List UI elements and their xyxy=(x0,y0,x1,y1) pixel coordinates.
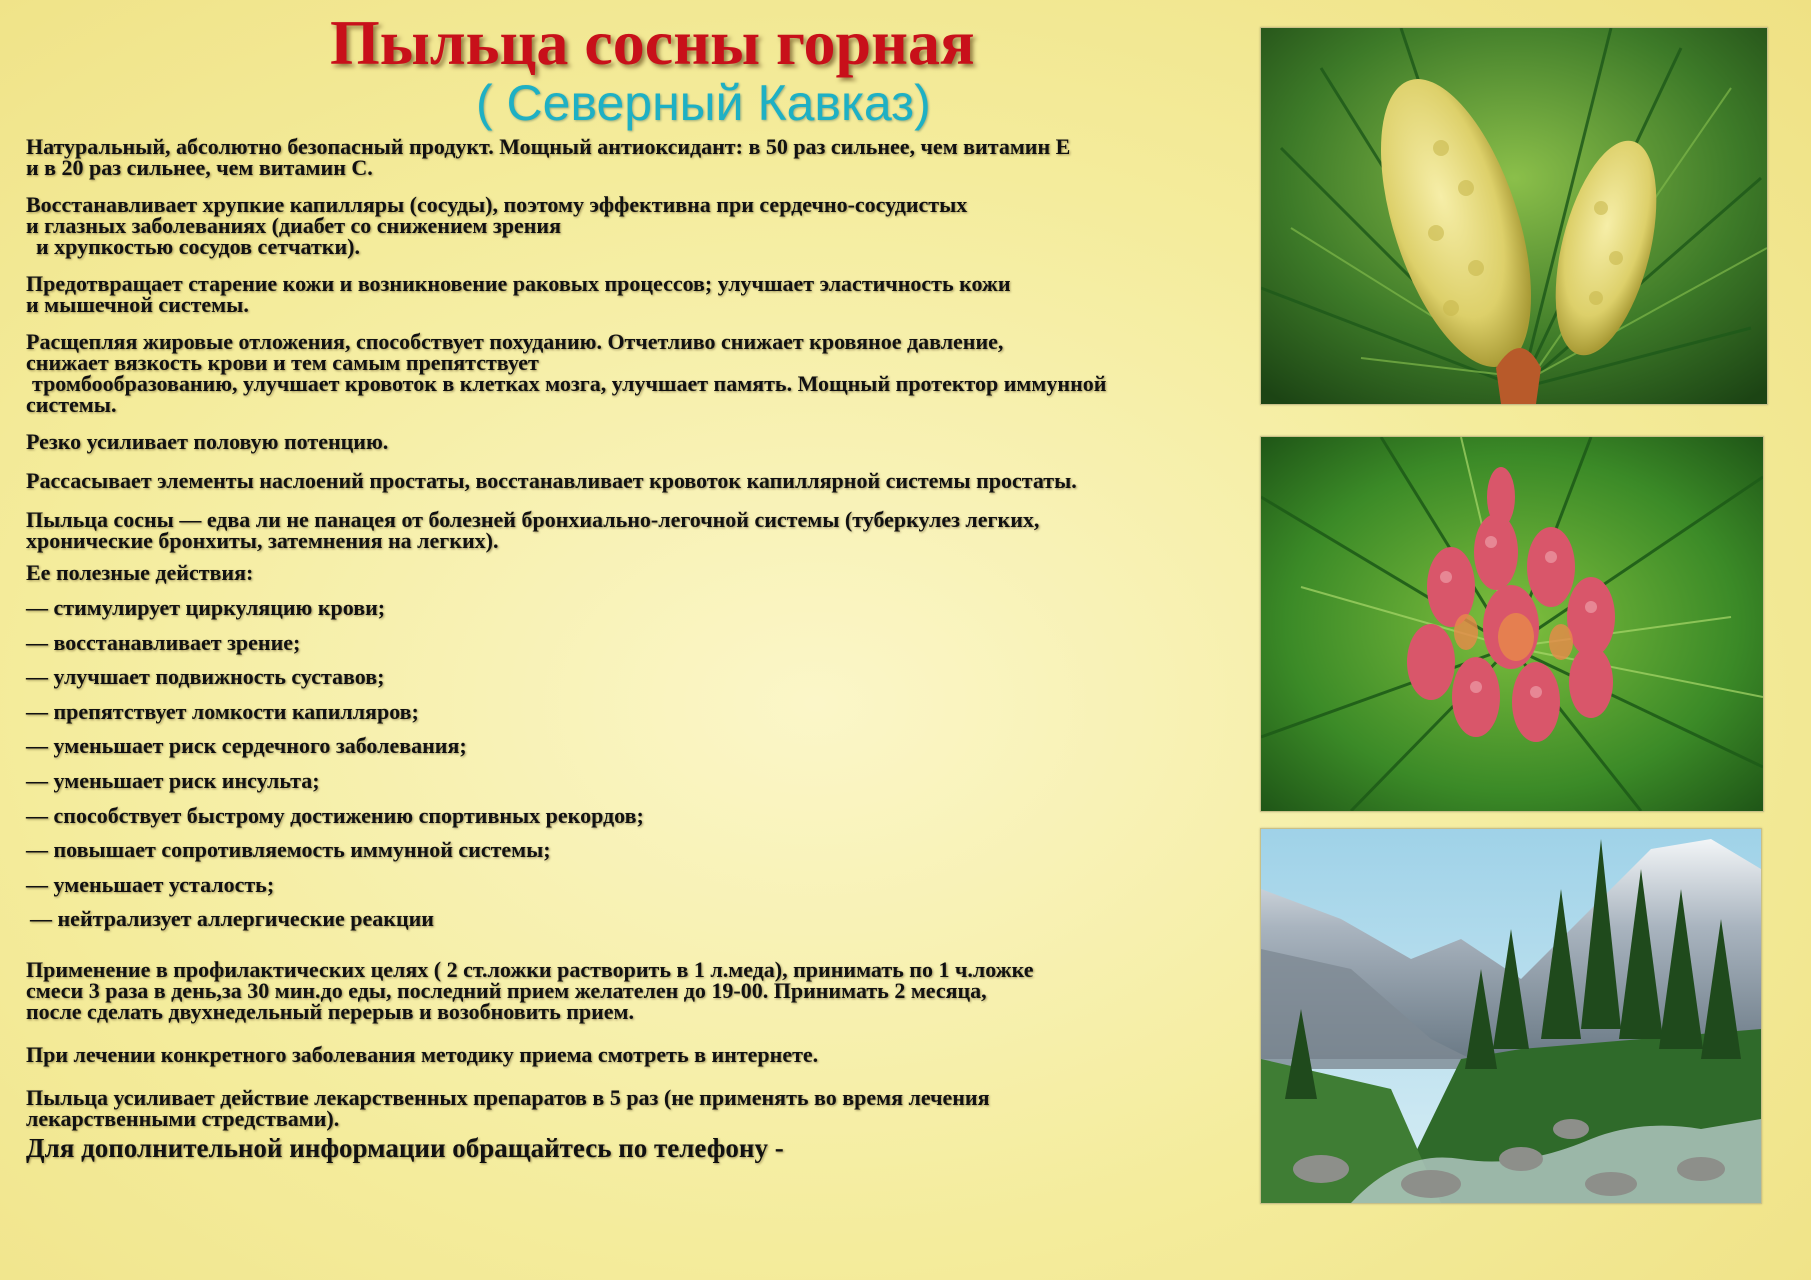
text-line: Пыльца усиливает действие лекарственных препаратов в 5 раз (не применять во время лечения xyxy=(26,1084,990,1110)
paragraph xyxy=(26,136,1196,178)
list-item: — уменьшает риск инсульта; xyxy=(26,767,320,793)
paragraph xyxy=(26,470,1196,491)
text-line: Расщепляя жировые отложения, способствует похуданию. Отчетливо снижает кровяное давление, xyxy=(26,329,1004,354)
text-line: и в 20 раз сильнее, чем витамин С. xyxy=(26,155,373,180)
yellow-pine-cones-photo xyxy=(1260,27,1768,405)
paragraph xyxy=(26,956,1196,1024)
paragraph xyxy=(26,273,1196,315)
text-line: системы. xyxy=(26,392,117,417)
caucasus-forest-photo xyxy=(1260,828,1762,1204)
paragraph xyxy=(26,1084,1196,1131)
text-line: и глазных заболеваниях (диабет со снижением зрения xyxy=(26,213,562,238)
text-line: Резко усиливает половую потенцию. xyxy=(26,429,389,454)
text-line: Применение в профилактических целях ( 2 ст.ложки растворить в 1 л.меда), принимать по 1 ч.ложке xyxy=(26,956,1034,982)
list-item: — повышает сопротивляемость иммунной системы; xyxy=(26,837,551,863)
list-item: — нейтрализует аллергические реакции xyxy=(30,906,434,932)
list-item: — способствует быстрому достижению спортивных рекордов; xyxy=(26,802,644,828)
text-line: При лечении конкретного заболевания методику приема смотреть в интернете. xyxy=(26,1041,819,1067)
paragraph xyxy=(26,431,1196,452)
benefits-heading: Ее полезные действия: xyxy=(26,560,254,585)
text-line: тромбообразованию, улучшает кровоток в клетках мозга, улучшает память. Мощный протектор иммунной xyxy=(32,371,1107,396)
contact-line: Для дополнительной информации обращайтесь по телефону - xyxy=(26,1132,784,1163)
paragraph xyxy=(26,331,1196,415)
list-item: — восстанавливает зрение; xyxy=(26,629,301,655)
text-line: Рассасывает элементы наслоений простаты, восстанавливает кровоток капиллярной системы простаты. xyxy=(26,468,1077,493)
benefits-list xyxy=(26,595,1196,941)
text-line: лекарственными стредствами). xyxy=(26,1105,340,1131)
red-pine-cones-photo xyxy=(1260,436,1764,812)
text-line: хронические бронхиты, затемнения на легких). xyxy=(26,528,499,553)
paragraph xyxy=(26,194,1196,257)
list-item: — стимулирует циркуляцию крови; xyxy=(26,595,386,620)
paragraph xyxy=(26,509,1196,551)
list-item: — уменьшает риск сердечного заболевания; xyxy=(26,733,467,759)
text-line: Предотвращает старение кожи и возникновение раковых процессов; улучшает эластичность кожи xyxy=(26,271,1011,296)
text-line: и хрупкостью сосудов сетчатки). xyxy=(36,234,360,259)
page-subtitle: ( Северный Кавказ) xyxy=(476,75,931,131)
page-title: Пыльца сосны горная xyxy=(330,7,975,78)
main-text xyxy=(26,136,1196,1163)
text-line: Восстанавливает хрупкие капилляры (сосуды), поэтому эффективна при сердечно-сосудистых xyxy=(26,192,968,217)
text-line: смеси 3 раза в день,за 30 мин.до еды, последний прием желателен до 19-00. Принимать 2 месяца, xyxy=(26,977,987,1003)
text-line: после сделать двухнедельный перерыв и возобновить прием. xyxy=(26,998,635,1024)
text-line: Натуральный, абсолютно безопасный продукт. Мощный антиоксидант: в 50 раз сильнее, чем витамин Е xyxy=(26,134,1071,159)
list-item: — препятствует ломкости капилляров; xyxy=(26,698,419,724)
list-item: — уменьшает усталость; xyxy=(26,871,275,897)
text-line: Пыльца сосны — едва ли не панацея от болезней бронхиально-легочной системы (туберкулез легких, xyxy=(26,507,1040,532)
text-line: и мышечной системы. xyxy=(26,292,249,317)
list-item: — улучшает подвижность суставов; xyxy=(26,664,385,690)
paragraph xyxy=(26,1041,1196,1067)
text-line: снижает вязкость крови и тем самым препятствует xyxy=(26,350,539,375)
